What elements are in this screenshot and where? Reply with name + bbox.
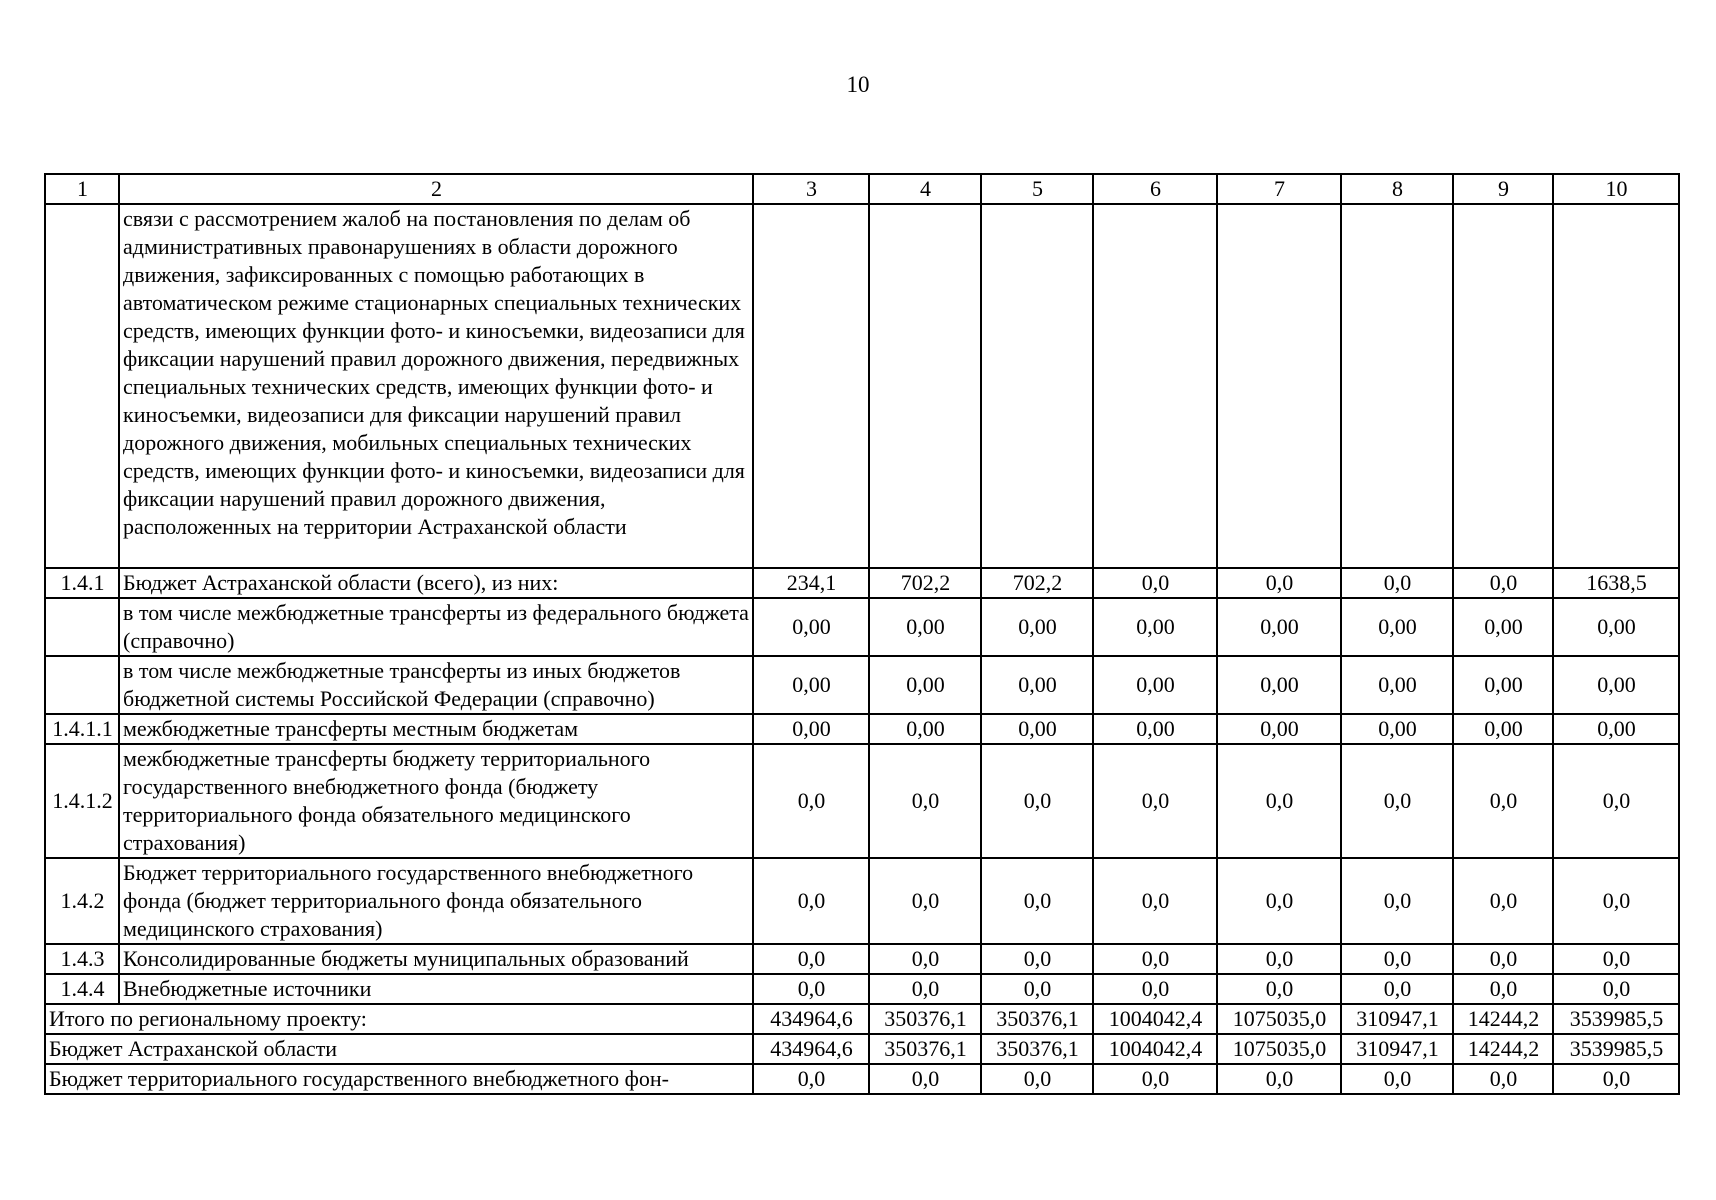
value-cell: 0,0 [981,858,1093,944]
value-cell: 434964,6 [753,1004,869,1034]
value-cell: 0,0 [869,1064,981,1094]
row-code: 1.4.3 [45,944,119,974]
value-cell: 0,00 [869,714,981,744]
row-name: межбюджетные трансферты бюджету территориального государственного внебюджетного фонда (бюджету территориального фонда обязательного медицинского страхования) [119,744,753,858]
value-cell: 0,00 [1217,714,1341,744]
value-cell: 0,0 [1341,974,1453,1004]
value-cell: 0,0 [1341,568,1453,598]
continuation-row [45,204,1679,568]
value-cell: 0,0 [753,744,869,858]
value-cell [1453,204,1553,568]
header-cell: 7 [1217,174,1341,204]
value-cell: 0,0 [753,974,869,1004]
value-cell: 0,0 [869,858,981,944]
value-cell: 0,0 [1341,858,1453,944]
value-cell: 350376,1 [869,1034,981,1064]
value-cell: 3539985,5 [1553,1034,1679,1064]
row-code [45,598,119,656]
value-cell: 0,00 [1217,598,1341,656]
value-cell: 0,00 [1093,598,1217,656]
budget-table [44,173,1680,1095]
value-cell: 1075035,0 [1217,1004,1341,1034]
value-cell: 0,0 [1217,858,1341,944]
value-cell: 0,00 [1553,656,1679,714]
value-cell: 0,00 [1453,598,1553,656]
value-cell: 0,00 [1553,714,1679,744]
value-cell: 0,00 [1341,656,1453,714]
header-cell: 4 [869,174,981,204]
row-code: 1.4.2 [45,858,119,944]
value-cell: 0,00 [753,714,869,744]
value-cell: 14244,2 [1453,1034,1553,1064]
row-name: Бюджет Астраханской области (всего), из них: [119,568,753,598]
header-cell: 5 [981,174,1093,204]
value-cell: 0,00 [1093,714,1217,744]
value-cell: 0,0 [981,744,1093,858]
value-cell [1341,204,1453,568]
value-cell: 0,00 [753,656,869,714]
value-cell: 3539985,5 [1553,1004,1679,1034]
value-cell: 0,00 [1341,598,1453,656]
value-cell: 0,0 [981,1064,1093,1094]
total-row [45,1034,1679,1064]
value-cell: 0,0 [753,858,869,944]
total-row [45,1004,1679,1034]
value-cell: 0,00 [1341,714,1453,744]
value-cell: 0,00 [1453,714,1553,744]
row-code: 1.4.1 [45,568,119,598]
value-cell: 1004042,4 [1093,1004,1217,1034]
value-cell: 0,0 [1453,858,1553,944]
value-cell: 0,0 [753,944,869,974]
value-cell [869,204,981,568]
row-name: в том числе межбюджетные трансферты из федерального бюджета (справочно) [119,598,753,656]
value-cell: 0,00 [1217,656,1341,714]
value-cell: 0,0 [1453,568,1553,598]
value-cell: 0,0 [1341,1064,1453,1094]
value-cell: 0,0 [1553,1064,1679,1094]
value-cell: 0,00 [753,598,869,656]
value-cell: 0,0 [1553,744,1679,858]
value-cell: 0,0 [1217,944,1341,974]
value-cell [1093,204,1217,568]
row-code [45,656,119,714]
value-cell: 0,0 [1217,568,1341,598]
value-cell: 0,0 [1553,858,1679,944]
value-cell: 350376,1 [981,1004,1093,1034]
value-cell: 1638,5 [1553,568,1679,598]
value-cell: 14244,2 [1453,1004,1553,1034]
value-cell: 0,0 [981,944,1093,974]
value-cell: 0,0 [753,1064,869,1094]
table-row [45,568,1679,598]
header-cell: 2 [119,174,753,204]
value-cell: 0,0 [1341,744,1453,858]
value-cell: 0,00 [1553,598,1679,656]
value-cell: 0,0 [1093,944,1217,974]
value-cell: 0,0 [869,744,981,858]
value-cell: 0,00 [981,598,1093,656]
value-cell: 0,0 [1093,568,1217,598]
value-cell: 0,0 [1093,974,1217,1004]
header-cell: 10 [1553,174,1679,204]
value-cell: 702,2 [869,568,981,598]
header-row [45,174,1679,204]
value-cell: 0,0 [1553,944,1679,974]
value-cell: 0,00 [869,598,981,656]
row-code: 1.4.1.1 [45,714,119,744]
value-cell: 0,0 [869,944,981,974]
total-name: Бюджет территориального государственного внебюджетного фон- [45,1064,753,1094]
table-row [45,744,1679,858]
value-cell: 0,0 [1217,974,1341,1004]
value-cell: 1004042,4 [1093,1034,1217,1064]
value-cell: 0,00 [981,714,1093,744]
value-cell: 310947,1 [1341,1034,1453,1064]
value-cell: 0,0 [1093,1064,1217,1094]
value-cell: 234,1 [753,568,869,598]
header-cell: 8 [1341,174,1453,204]
header-cell: 6 [1093,174,1217,204]
value-cell: 0,0 [1341,944,1453,974]
continuation-text: связи с рассмотрением жалоб на постановления по делам об административных правонарушениях в области дорожного движения, зафиксированных с помощью работающих в автоматическом режиме стационарных специальных технических средств, имеющих функции фото- и киносъемки, видеозаписи для фиксации нарушений правил дорожного движения, передвижных специальных технических средств, имеющих функции фото- и киносъемки, видеозаписи для фиксации нарушений правил дорожного движения, мобильных специальных технических средств, имеющих функции фото- и киносъемки, видеозаписи для фиксации нарушений правил дорожного движения, расположенных на территории Астраханской области [119,204,753,568]
total-name: Итого по региональному проекту: [45,1004,753,1034]
table-row [45,598,1679,656]
header-cell: 3 [753,174,869,204]
value-cell: 1075035,0 [1217,1034,1341,1064]
row-code [45,204,119,568]
value-cell: 0,0 [981,974,1093,1004]
value-cell: 0,0 [1093,744,1217,858]
row-name: межбюджетные трансферты местным бюджетам [119,714,753,744]
header-cell: 9 [1453,174,1553,204]
value-cell: 0,0 [1093,858,1217,944]
value-cell: 350376,1 [981,1034,1093,1064]
table-row [45,656,1679,714]
value-cell: 0,00 [869,656,981,714]
value-cell: 0,0 [1217,1064,1341,1094]
row-name: Консолидированные бюджеты муниципальных образований [119,944,753,974]
value-cell [1217,204,1341,568]
value-cell: 0,00 [981,656,1093,714]
table-row [45,944,1679,974]
value-cell: 702,2 [981,568,1093,598]
table-row [45,974,1679,1004]
table-row [45,714,1679,744]
row-name: в том числе межбюджетные трансферты из иных бюджетов бюджетной системы Российской Федерации (справочно) [119,656,753,714]
row-name: Бюджет территориального государственного внебюджетного фонда (бюджет территориального фонда обязательного медицинского страхования) [119,858,753,944]
value-cell: 0,00 [1453,656,1553,714]
value-cell: 0,0 [1453,744,1553,858]
header-cell: 1 [45,174,119,204]
value-cell: 434964,6 [753,1034,869,1064]
value-cell: 0,0 [869,974,981,1004]
total-row [45,1064,1679,1094]
row-name: Внебюджетные источники [119,974,753,1004]
value-cell: 0,00 [1093,656,1217,714]
value-cell: 0,0 [1453,974,1553,1004]
value-cell: 0,0 [1553,974,1679,1004]
value-cell: 0,0 [1217,744,1341,858]
value-cell [981,204,1093,568]
table-row [45,858,1679,944]
value-cell [1553,204,1679,568]
value-cell [753,204,869,568]
total-name: Бюджет Астраханской области [45,1034,753,1064]
page-number: 10 [846,72,870,97]
value-cell: 0,0 [1453,944,1553,974]
value-cell: 310947,1 [1341,1004,1453,1034]
value-cell: 0,0 [1453,1064,1553,1094]
value-cell: 350376,1 [869,1004,981,1034]
row-code: 1.4.1.2 [45,744,119,858]
row-code: 1.4.4 [45,974,119,1004]
